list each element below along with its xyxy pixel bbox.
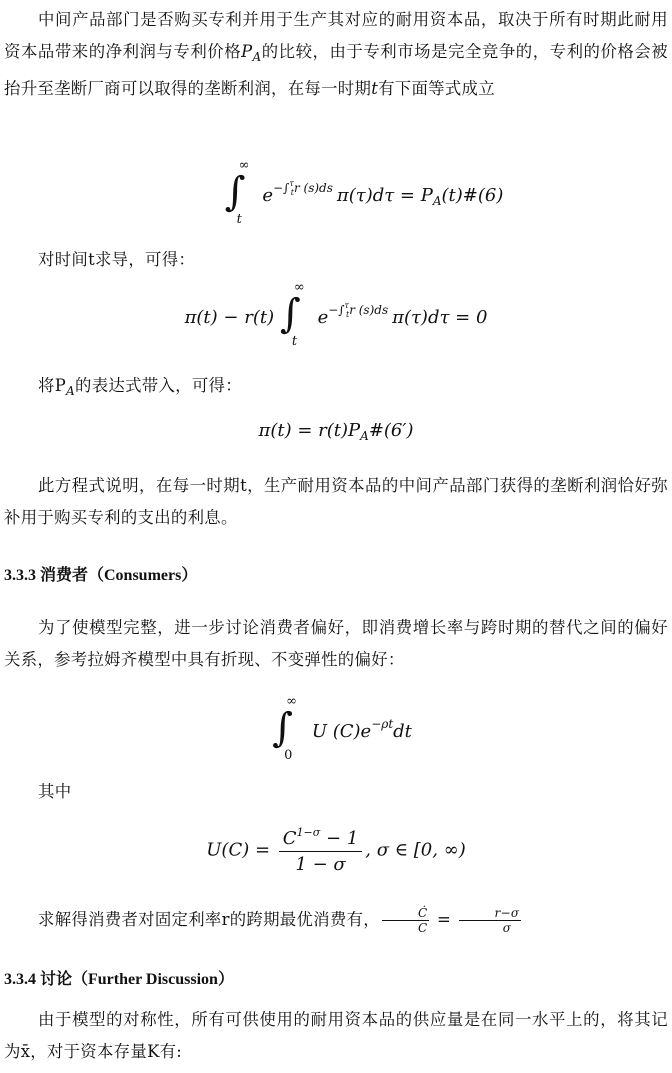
paragraph-consumer-preference: 为了使模型完整，进一步讨论消费者偏好，即消费增长率与跨时期的替代之间的偏好关系，参考拉姆齐模型中具有折现、不变弹性的偏好：: [4, 618, 668, 669]
paragraph-derivative: 对时间t求导，可得：: [38, 250, 196, 269]
integral-sign: ∫ ∞ 0: [272, 694, 297, 763]
paragraph-optimal-consumption: 求解得消费者对固定利率r的跨期最优消费有， $\frac{Ċ}{C}$ = $\frac{r-\sigma}{\sigma}$: [38, 906, 520, 935]
para1-text-b: 的比较，由于专利市场是完全竞争的，专利的价格会被抬升至垄断厂商可以取得的垄断利润，在每一时期: [4, 42, 669, 98]
equation-derivative: π(t) − r(t) ∫ ∞ t $e^{-\int^\tau_tr (s)ds}$ π(τ)dτ = 0: [184, 280, 488, 349]
paragraph-interpretation: 此方程式说明，在每一时期t，生产耐用资本品的中间产品部门获得的垄断利润恰好弥补用于购买专利的支出的利息。: [4, 476, 668, 527]
equation-U-of-C: U(C) = $\frac{C^{1-\sigma} - 1}{1 - \sigma}$ , σ ∈ [0, ∞): [206, 826, 466, 875]
equation-utility-integral: ∫ ∞ 0 U $(C)e^{-\rho t}dt$: [272, 694, 412, 763]
fraction-c-dot-over-c: $\frac{Ċ}{C}$: [382, 906, 429, 935]
para1-text-a: 中间产品部门是否购买专利并用于生产其对应的耐用资本品，取决于所有时期此耐用资本品带来的净利润与专利价格: [4, 10, 668, 61]
integral-sign: ∫ ∞ t: [279, 280, 305, 349]
var-PA: $P_A$: [241, 42, 262, 64]
fraction-r-minus-sigma: $\frac{r-\sigma}{\sigma}$: [459, 906, 522, 935]
equation-6-prime: $\pi(t) = r(t)P_A\#(6')$: [258, 420, 414, 443]
var-t: t: [371, 79, 379, 98]
equation-6: ∫ ∞ t $e^{-\int^\tau_tr (s)ds}$ $\pi(\tau)d\tau = P_A(t)\#(6)$: [224, 158, 504, 227]
paragraph-where: 其中: [38, 782, 72, 801]
fraction: $\frac{C^{1-\sigma} - 1}{1 - \sigma}$: [279, 826, 363, 875]
integral-sign: ∫ ∞ t: [224, 158, 250, 227]
paragraph-patent-purchase: [4, 4, 668, 105]
paragraph-substitute: 将$P_A$的表达式带入，可得：: [38, 376, 242, 398]
section-heading-discussion: 3.3.4 讨论（Further Discussion）: [4, 971, 234, 988]
section-heading-consumers: 3.3.3 消费者（Consumers）: [4, 567, 198, 584]
paragraph-symmetry: 由于模型的对称性，所有可供使用的耐用资本品的供应量是在同一水平上的，将其记为x̄，对于资本存量K有:: [4, 1010, 668, 1061]
para1-text-c: 有下面等式成立: [378, 79, 495, 98]
